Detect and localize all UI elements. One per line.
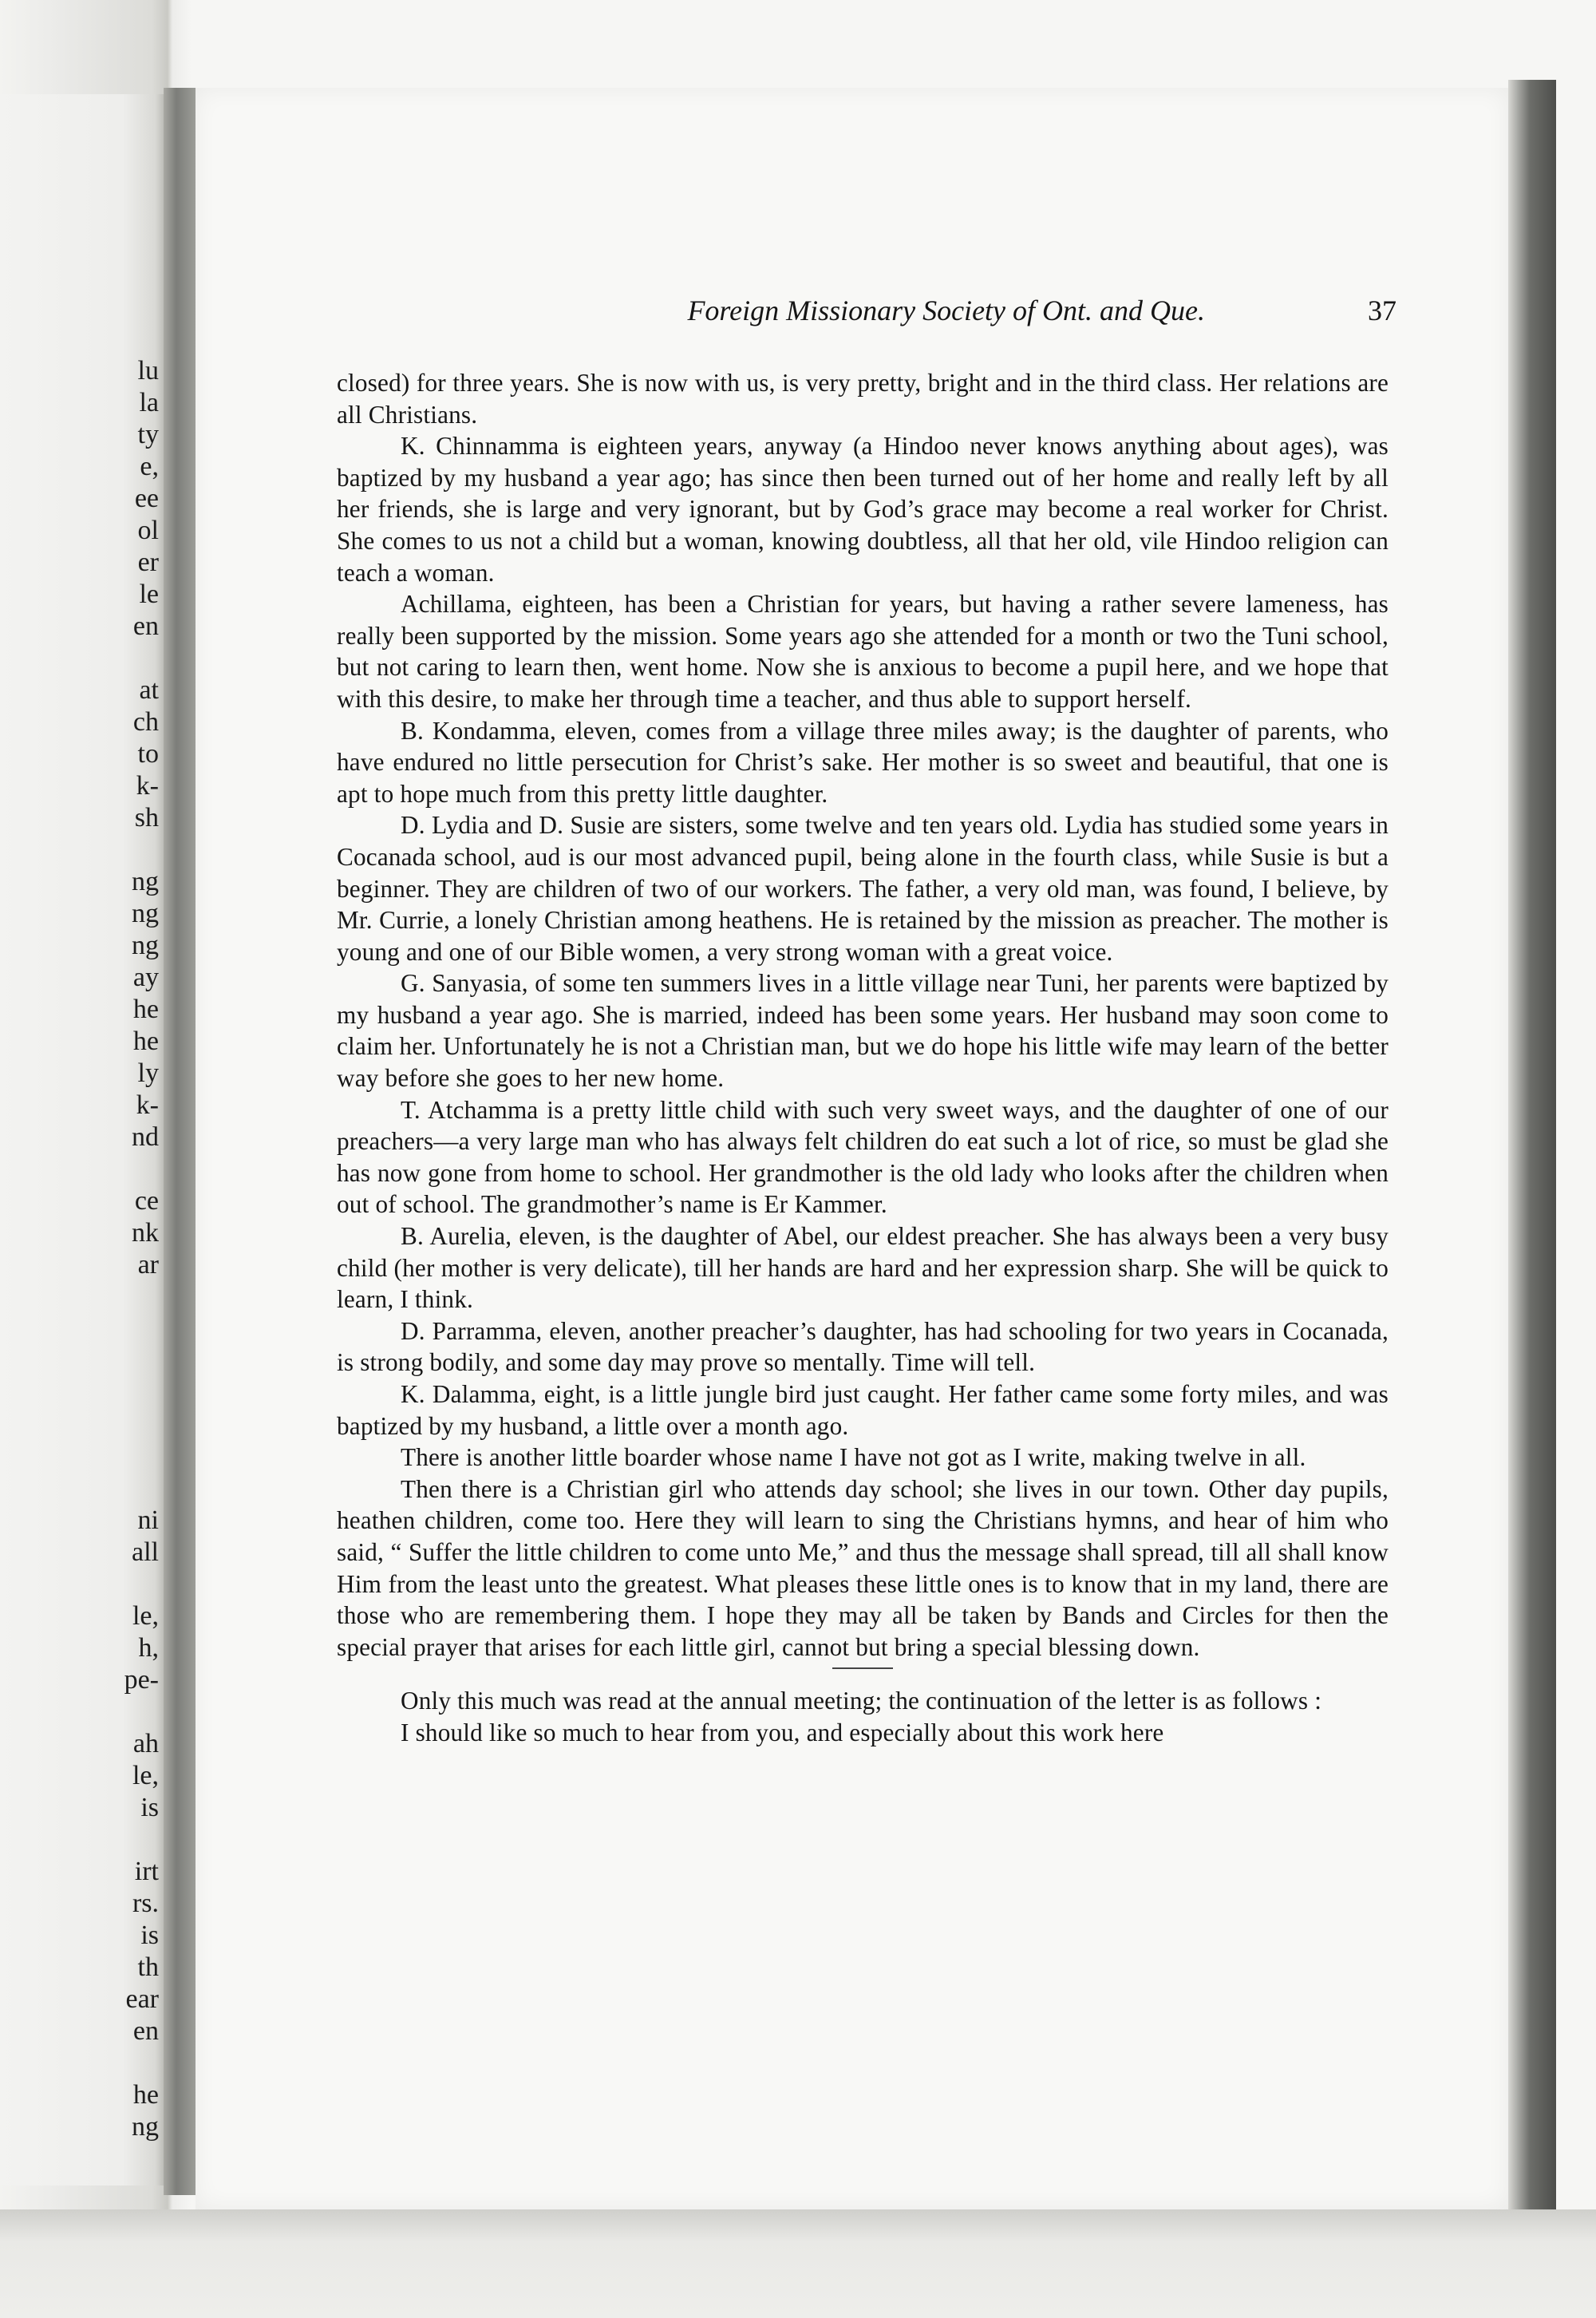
left-page-edge	[0, 94, 164, 2185]
left-fragment: sh	[134, 803, 159, 833]
left-fragment: k-	[136, 1090, 159, 1120]
left-fragment: ng	[132, 2112, 159, 2142]
left-fragment: nd	[132, 1122, 159, 1152]
left-fragment: ty	[137, 420, 159, 449]
book-spine	[164, 88, 196, 2195]
left-fragment: ay	[132, 963, 159, 992]
left-fragment: ly	[137, 1058, 159, 1088]
left-fragment: en	[132, 2016, 159, 2046]
left-fragment: he	[132, 2080, 159, 2110]
left-fragment: en	[132, 611, 159, 641]
paragraph: K. Dalamma, eight, is a little jungle bird just caught. Her father came some forty miles, and was baptized by my husband, a little over a month ago.	[337, 1380, 1389, 1440]
page-right-edge	[1508, 80, 1556, 2227]
paragraph: I should like so much to hear from you, and especially about this work here	[401, 1718, 1164, 1746]
left-fragment: ol	[137, 516, 159, 545]
left-fragment: ar	[137, 1250, 159, 1280]
paragraph: Achillama, eighteen, has been a Christian for years, but having a rather severe lameness, has really been supported by the mission. Some years ago she attended for a month or two the Tuni school, but not caring to learn then, went home. Now she is anxious to become a pupil here, and we hope that with this desire, to make her through time a teacher, and thus able to support herself.	[337, 590, 1389, 713]
paragraph: K. Chinnamma is eighteen years, anyway (a Hindoo never knows anything about ages), was baptized by my husband a year ago; has since then been turned out of her home and really left by all her friends, she is large and very ignorant, but by God’s grace may become a real worker for Christ. She comes to us not a child but a woman, knowing doubtless, all that her old, vile Hindoo religion can teach a woman.	[337, 432, 1389, 587]
paragraph: closed) for three years. She is now with us, is very pretty, bright and in the third class. Her relations are all Christians.	[337, 369, 1389, 429]
left-fragment: he	[132, 1026, 159, 1056]
paragraph: B. Kondamma, eleven, comes from a village three miles away; is the daughter of parents, who have endured no little persecution for Christ’s sake. Her mother is so sweet and beautiful, that one is apt to hope much from this pretty little daughter.	[337, 716, 1389, 808]
left-fragment: nk	[132, 1218, 159, 1248]
left-fragment: irt	[134, 1857, 159, 1886]
left-fragment: pe-	[124, 1665, 159, 1695]
left-fragment: le,	[132, 1601, 159, 1631]
left-fragment: is	[140, 1793, 159, 1822]
page-header	[335, 294, 1396, 334]
left-fragment: at	[139, 675, 159, 705]
left-fragment: er	[137, 548, 159, 577]
left-fragment: ah	[132, 1729, 159, 1758]
left-fragment: ng	[132, 931, 159, 960]
section-separator	[832, 1667, 893, 1669]
left-fragment: th	[137, 1952, 159, 1982]
paragraph: D. Lydia and D. Susie are sisters, some twelve and ten years old. Lydia has studied some years in Cocanada school, aud is our most advanced pupil, being alone in the fourth class, while Susie is but a beginner. They are children of two of our workers. The father, a very old man, was found, I believe, by Mr. Currie, a lonely Christian among heathens. He is retained by the mission as preacher. The mother is young and one of our Bible women, a very strong woman with a great voice.	[337, 811, 1389, 966]
left-fragment: he	[132, 995, 159, 1024]
left-fragment: le,	[132, 1761, 159, 1790]
left-fragment: ch	[132, 707, 159, 737]
paragraph: T. Atchamma is a pretty little child with such very sweet ways, and the daughter of one of our preachers—a very large man who has always felt children do eat such a lot of rice, so must be glad she has now gone from home to school. Her grandmother is the old lady who looks after the children when out of school. The grandmother’s name is Er Kammer.	[337, 1095, 1389, 1219]
paragraph: There is another little boarder whose name I have not got as I write, making twelve in all.	[401, 1443, 1306, 1472]
left-fragment: ee	[134, 484, 159, 513]
paragraph: G. Sanyasia, of some ten summers lives in a little village near Tuni, her parents were baptized by my husband a year ago. She is married, indeed has been some years. Her husband may soon come to claim her. Unfortunately he is not a Christian man, but we do hope his little wife may learn of the better way before she goes to her new home.	[337, 969, 1389, 1093]
left-fragment: e,	[140, 452, 159, 481]
left-fragment: all	[132, 1537, 159, 1567]
paragraph: D. Parramma, eleven, another preacher’s daughter, has had schooling for two years in Cocanada, is strong bodily, and some day may prove so mentally. Time will tell.	[337, 1316, 1389, 1377]
left-fragment: ng	[132, 899, 159, 928]
left-fragment: ce	[134, 1186, 159, 1216]
paragraph: Then there is a Christian girl who attends day school; she lives in our town. Other day pupils, heathen children, come too. Here they will learn to sing the Christians hymns, and hear of him who said, “ Suffer the little children to come unto Me,” and thus the message shall spread, till all shall know Him from the least unto the greatest. What pleases these little ones is to know that in my land, there are those who are remembering them. I hope they may all be taken by Bands and Circles for then the special prayer that arises for each little girl, cannot but bring a special blessing down.	[337, 1474, 1389, 1661]
body-text	[337, 367, 1389, 1749]
left-fragment: la	[139, 388, 159, 417]
left-fragment: is	[140, 1920, 159, 1950]
left-fragment: h,	[138, 1633, 159, 1663]
left-fragment: lu	[137, 356, 159, 386]
left-fragment: k-	[136, 771, 159, 801]
running-title: Foreign Missionary Society of Ont. and Que.	[687, 295, 1205, 326]
paragraph: Only this much was read at the annual meeting; the continuation of the letter is as follows :	[401, 1687, 1322, 1715]
paragraph: B. Aurelia, eleven, is the daughter of Abel, our eldest preacher. She has always been a very busy child (her mother is very delicate), till her hands are hard and her expression sharp. She will be quick to learn, I think.	[337, 1222, 1389, 1314]
left-fragment: to	[137, 739, 159, 769]
left-fragment: ng	[132, 867, 159, 896]
left-fragment: rs.	[132, 1889, 159, 1918]
left-fragment: ear	[125, 1984, 159, 2014]
scan-bottom-margin	[0, 2209, 1596, 2318]
left-fragment: ni	[137, 1505, 159, 1535]
page-number: 37	[1368, 295, 1396, 326]
left-fragment: le	[139, 580, 159, 609]
